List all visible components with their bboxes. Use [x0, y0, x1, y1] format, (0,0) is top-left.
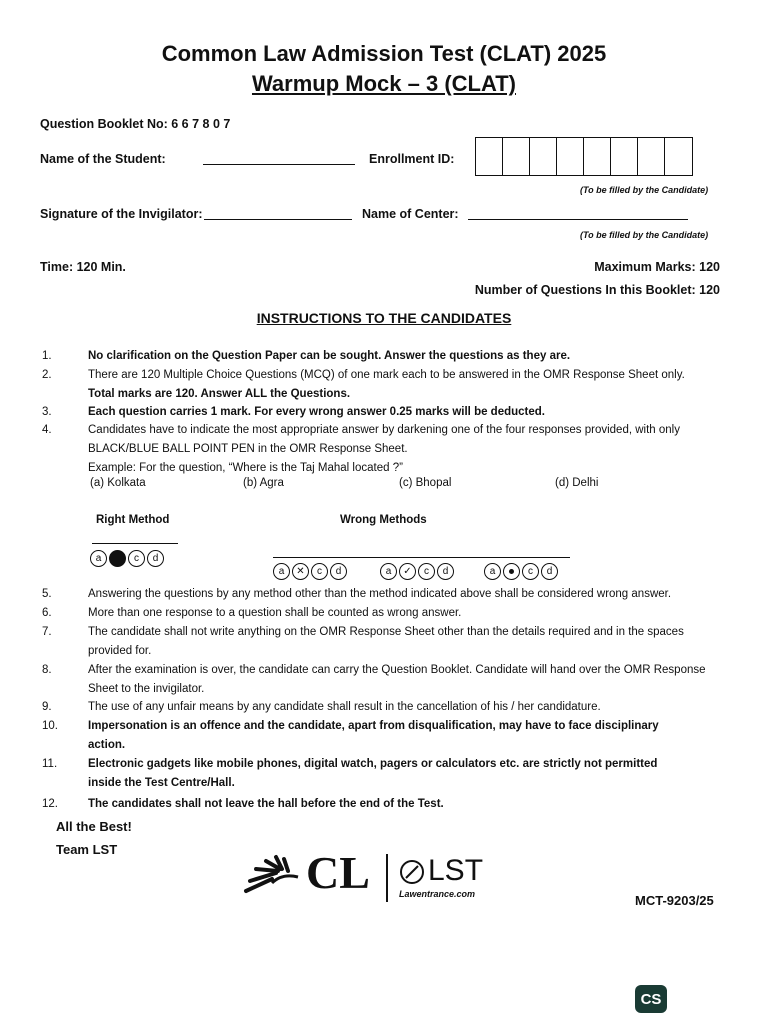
right-method-label: Right Method: [96, 514, 170, 526]
max-marks: Maximum Marks: 120: [594, 260, 720, 274]
instruction-8: 8. After the examination is over, the candidate can carry the Question Booklet. Candidate will hand over the OMR Response Sheet to the invigilator.: [42, 664, 706, 695]
instruction-6: 6. More than one response to a question shall be counted as wrong answer.: [42, 607, 462, 619]
booklet-number: Question Booklet No: 6 6 7 8 0 7: [40, 117, 231, 131]
filled-note-1: (To be filled by the Candidate): [580, 185, 709, 195]
option-b: (b) Agra: [243, 477, 284, 489]
cl-logo-text: CL: [306, 847, 370, 898]
filled-note-2: (To be filled by the Candidate): [580, 230, 709, 240]
enrollment-label: Enrollment ID:: [369, 152, 455, 166]
time-label: Time: 120 Min.: [40, 260, 126, 274]
camscanner-badge-icon: CS: [635, 985, 667, 1013]
wrong-method-bubbles-3: a c d: [484, 563, 560, 581]
center-label: Name of Center:: [362, 207, 459, 221]
team-lst: Team LST: [56, 842, 118, 857]
wrong-method-bubbles-2: a ✓ c d: [380, 563, 456, 581]
instruction-9: 9. The use of any unfair means by any candidate shall result in the cancellation of his / her candidature.: [42, 701, 601, 713]
wrong-method-line: [273, 557, 570, 558]
wrong-method-bubbles-1: a ✕ c d: [273, 563, 349, 581]
all-the-best: All the Best!: [56, 819, 132, 834]
enrollment-boxes: [475, 137, 693, 176]
num-questions: Number of Questions In this Booklet: 120: [474, 283, 720, 297]
instruction-7: 7. The candidate shall not write anything on the OMR Response Sheet other than the details required and in the spaces provided for.: [42, 626, 684, 657]
option-d: (d) Delhi: [555, 477, 599, 489]
logo-divider: [386, 854, 388, 902]
option-c: (c) Bhopal: [399, 477, 452, 489]
signature-label: Signature of the Invigilator:: [40, 207, 203, 221]
document-title: Common Law Admission Test (CLAT) 2025: [161, 41, 607, 66]
instruction-1: 1. No clarification on the Question Paper can be sought. Answer the questions as they are.: [42, 350, 571, 362]
instruction-3: 3. Each question carries 1 mark. For every wrong answer 0.25 marks will be deducted.: [42, 406, 545, 418]
student-name-line: [203, 164, 355, 165]
instruction-11: 11. Electronic gadgets like mobile phones, digital watch, pagers or calculators etc. are strictly not permitted inside the Test Centre/Hall.: [42, 758, 658, 789]
instruction-12: 12. The candidates shall not leave the hall before the end of the Test.: [42, 798, 444, 810]
student-name-label: Name of the Student:: [40, 152, 166, 166]
center-line: [468, 219, 688, 220]
document-code: MCT-9203/25: [635, 893, 714, 908]
document-subtitle: Warmup Mock – 3 (CLAT): [251, 71, 516, 96]
instruction-2: 2. There are 120 Multiple Choice Questions (MCQ) of one mark each to be answered in the OMR Response Sheet only. Total marks are 120. Answer ALL the Questions.: [42, 369, 685, 400]
lst-logo-text: LST: [428, 854, 484, 887]
instruction-5: 5. Answering the questions by any method other than the method indicated above shall be considered wrong answer.: [42, 588, 672, 600]
option-a: (a) Kolkata: [90, 477, 146, 489]
lst-seal-icon: [398, 858, 426, 886]
right-method-bubbles: a c d: [90, 550, 166, 568]
cl-swoosh-icon: [242, 853, 302, 899]
wrong-methods-label: Wrong Methods: [340, 514, 427, 526]
signature-line: [204, 219, 352, 220]
instruction-4: 4. Candidates have to indicate the most appropriate answer by darkening one of the four responses provided, with only BLACK/BLUE BALL POINT PEN in the OMR Response Sheet. Example: For the question, “Where is the Taj Mahal located ?”: [42, 424, 680, 474]
instructions-title: INSTRUCTIONS TO THE CANDIDATES: [256, 310, 512, 326]
instruction-10: 10. Impersonation is an offence and the candidate, apart from disqualification, may have to face disciplinary action.: [42, 720, 659, 751]
lst-logo-url: Lawentrance.com: [399, 889, 476, 899]
right-method-line: [92, 543, 178, 544]
